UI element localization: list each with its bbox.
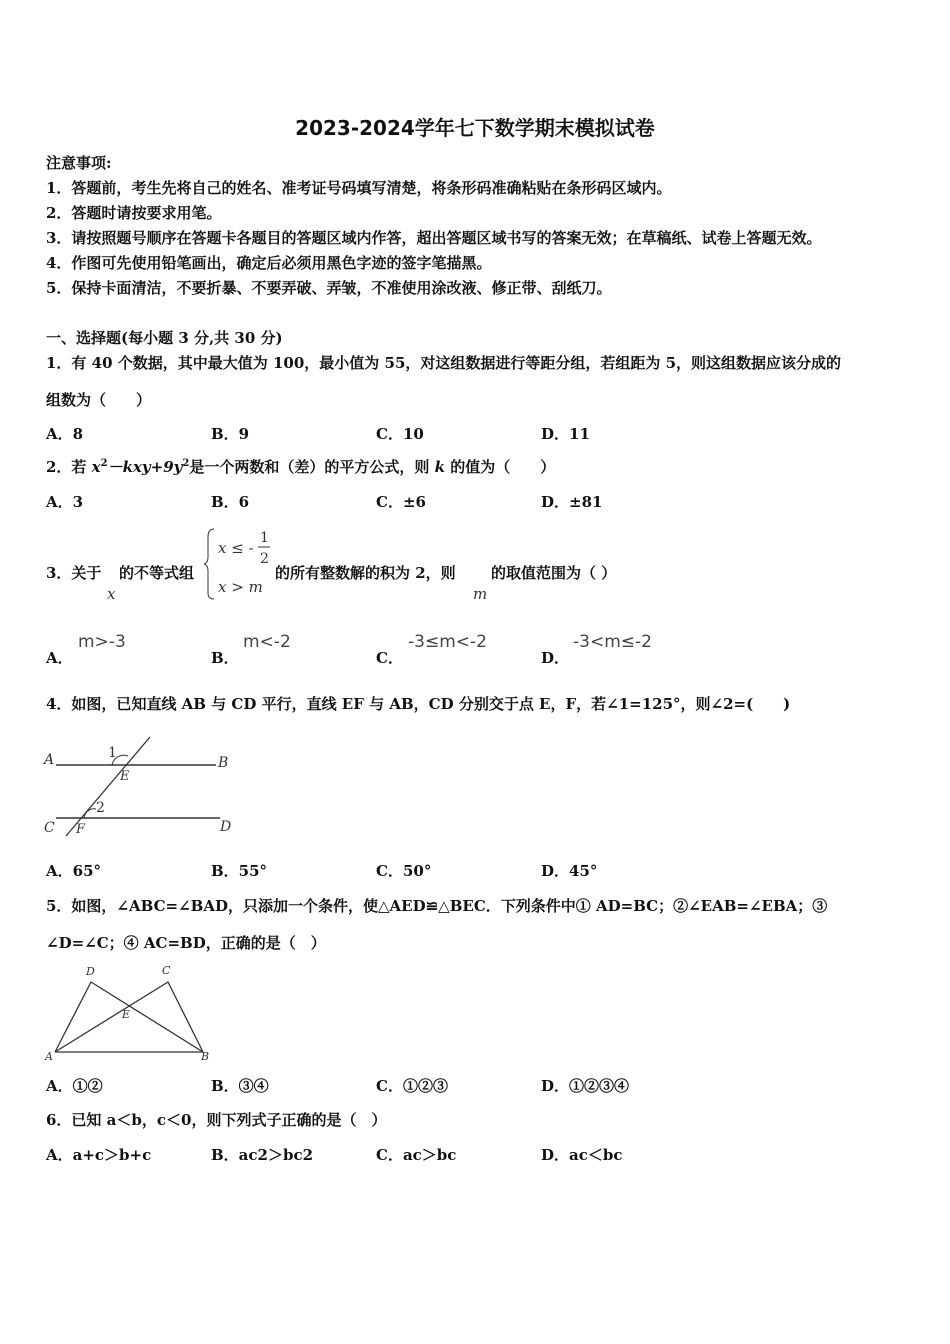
q4-option-c: C．50°: [376, 862, 432, 880]
q5-option-a: A．①②: [46, 1077, 103, 1095]
q3-option-d-math: -3<m≤-2: [573, 632, 652, 652]
q3-var-x: x: [107, 585, 116, 603]
q1-option-d: D．11: [541, 425, 590, 443]
q2-option-c: C．±6: [376, 493, 426, 511]
notice-heading: 注意事项:: [46, 154, 112, 172]
q3-option-c-math: -3≤m<-2: [408, 632, 487, 652]
section-heading: 一、选择题(每小题 3 分,共 30 分): [46, 329, 283, 347]
angle-2-label: 2: [96, 800, 105, 816]
q3-option-b-math: m<-2: [243, 632, 291, 652]
label-b: B: [218, 755, 229, 771]
notice-item: 5．保持卡面清洁，不要折暴、不要弄破、弄皱，不准使用涂改液、修正带、刮纸刀。: [46, 279, 612, 297]
q6-option-a: A．a+c＞b+c: [46, 1146, 152, 1164]
q2-var-k: k: [434, 458, 445, 476]
q4-option-d: D．45°: [541, 862, 598, 880]
q2-suffix2: 的值为（ ）: [444, 458, 556, 476]
sys-line2: x > m: [218, 578, 263, 596]
q1-option-a: A．8: [46, 425, 84, 443]
q6-option-b: B．ac2＞bc2: [211, 1146, 314, 1164]
label-a: A: [45, 1050, 53, 1063]
label-e: E: [122, 1008, 131, 1021]
question-6-text: 6．已知 a＜b，c＜0，则下列式子正确的是（ ）: [46, 1111, 387, 1129]
label-d: D: [220, 819, 232, 835]
notice-item: 3．请按照题号顺序在答题卡各题目的答题区域内作答，超出答题区域书写的答案无效；在草稿纸、试卷上答题无效。: [46, 229, 822, 247]
frac-num: 1: [260, 530, 269, 546]
question-2-text: [46, 456, 555, 477]
question-1-text: 1．有 40 个数据，其中最大值为 100，最小值为 55，对这组数据进行等距分组，若组距为 5，则这组数据应该分成的: [46, 354, 842, 372]
angle-1-label: 1: [108, 745, 117, 761]
question-4-text: 4．如图，已知直线 AB 与 CD 平行，直线 EF 与 AB，CD 分别交于点 E，F，若∠1=125°，则∠2=( ): [46, 695, 791, 713]
q2-prefix: 2．若: [46, 458, 92, 476]
notice-item: 4．作图可先使用铅笔画出，确定后必须用黑色字迹的签字笔描黑。: [46, 254, 492, 272]
question-5-text-cont: ∠D=∠C；④ AC=BD，正确的是（ ）: [46, 934, 326, 952]
parallel-lines-figure: [40, 732, 240, 840]
label-d: D: [86, 965, 95, 978]
q3-part3: 的所有整数解的积为 2，则: [275, 564, 456, 582]
q4-option-b: B．55°: [211, 862, 268, 880]
page-title: 2023-2024学年七下数学期末模拟试卷: [295, 116, 655, 140]
q3-var-m: m: [473, 585, 488, 603]
q3-option-c-label: C．: [376, 649, 403, 667]
label-b: B: [201, 1050, 210, 1063]
inequality-system: [204, 525, 276, 603]
label-c: C: [162, 964, 171, 977]
triangles-figure: [40, 962, 220, 1066]
q3-option-a-math: m>-3: [78, 632, 126, 652]
q3-option-b-label: B．: [211, 649, 239, 667]
question-1-text-cont: 组数为（ ）: [46, 391, 152, 409]
q2-option-a: A．3: [46, 493, 84, 511]
q5-option-d: D．①②③④: [541, 1077, 630, 1095]
label-c: C: [44, 820, 55, 836]
q5-option-b: B．③④: [211, 1077, 269, 1095]
q2-option-b: B．6: [211, 493, 250, 511]
q3-part2: 的不等式组: [119, 564, 195, 582]
label-e: E: [120, 769, 130, 784]
label-f: F: [76, 822, 86, 837]
q2-var-x: x: [91, 458, 101, 476]
q3-option-d-label: D．: [541, 649, 570, 667]
q6-option-d: D．ac＜bc: [541, 1146, 623, 1164]
q6-option-c: C．ac＞bc: [376, 1146, 457, 1164]
q2-mid: －kxy+9y: [107, 458, 183, 476]
q3-option-a-label: A．: [46, 649, 73, 667]
q2-option-d: D．±81: [541, 493, 603, 511]
notice-item: 2．答题时请按要求用笔。: [46, 204, 222, 222]
q5-option-c: C．①②③: [376, 1077, 448, 1095]
sys-line1: x ≤ -: [218, 539, 254, 557]
q4-option-a: A．65°: [46, 862, 102, 880]
question-5-text: 5．如图，∠ABC=∠BAD，只添加一个条件，使△AED≌△BEC．下列条件中① AD=BC；②∠EAB=∠EBA；③: [46, 897, 828, 915]
q1-option-c: C．10: [376, 425, 424, 443]
frac-den: 2: [260, 551, 269, 567]
label-a: A: [44, 752, 55, 768]
q3-part1: 3．关于: [46, 564, 102, 582]
q3-part4: 的取值范围为（ ）: [491, 564, 617, 582]
notice-item: 1．答题前，考生先将自己的姓名、准考证号码填写清楚，将条形码准确粘贴在条形码区域内。: [46, 179, 672, 197]
q2-exp2: 2: [182, 458, 190, 469]
q2-suffix: 是一个两数和（差）的平方公式，则: [189, 458, 435, 476]
q2-exp: 2: [100, 458, 108, 469]
q1-option-b: B．9: [211, 425, 250, 443]
